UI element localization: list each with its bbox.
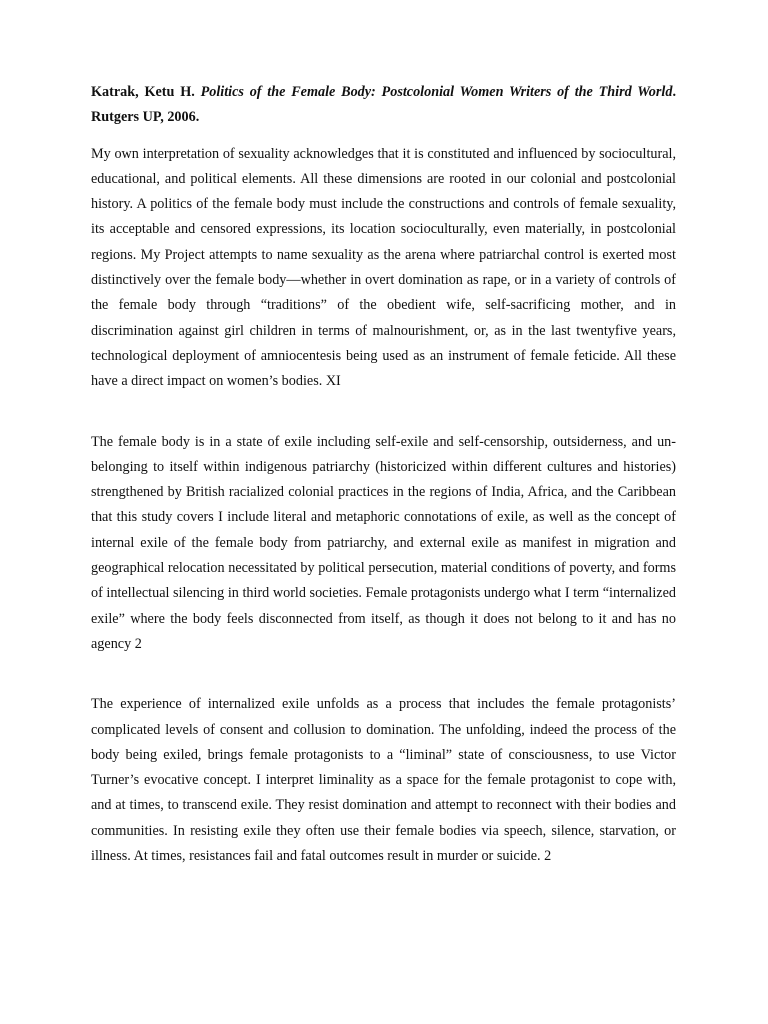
paragraph-exile: The female body is in a state of exile including self-exile and self-censorship, outsiderness, and un-belonging to itself within indigenous patriarchy (historicized within different cultures and histories) strengthened by British racialized colonial practices in the regions of India, Africa, and the Caribbean that this study covers I include literal and metaphoric connotations of exile, as well as the concept of internal exile of the female body from patriarchy, and external exile as manifest in migration and geographical relocation necessitated by political persecution, material conditions of poverty, and forms of intellectual silencing in third world societies. Female protagonists undergo what I term “internalized exile” where the body feels disconnected from itself, as though it does not belong to it and has no agency 2 — [91, 433, 676, 652]
citation — [91, 80, 676, 131]
citation-author: Katrak, Ketu H. — [91, 84, 201, 100]
document-body — [91, 80, 676, 869]
citation-book-title: Politics of the Female Body: Postcolonial Women Writers of the Third World — [200, 84, 673, 100]
paragraph-sexuality: My own interpretation of sexuality acknowledges that it is constituted and influenced by sociocultural, educational, and political elements. All these dimensions are rooted in our colonial and postcolonial history. A politics of the female body must include the constructions and controls of female sexuality, its acceptable and censored expressions, its location socioculturally, even materially, in postcolonial regions. My Project attempts to name sexuality as the arena where patriarchal control is exerted most distinctively over the female body—whether in overt domination as rape, or in a variety of controls of the female body through “traditions” of the obedient wife, self-sacrificing mother, and in discrimination against girl children in terms of malnourishment, or, as in the last twentyfive years, technological deployment of amniocentesis being used as an instrument of female feticide. All these have a direct impact on women’s bodies. XI — [91, 145, 676, 390]
paragraph-internalized-exile: The experience of internalized exile unfolds as a process that includes the female protagonists’ complicated levels of consent and collusion to domination. The unfolding, indeed the process of the body being exiled, brings female protagonists to a “liminal” state of consciousness, to use Victor Turner’s evocative concept. I interpret liminality as a space for the female protagonist to cope with, and at times, to transcend exile. They resist domination and attempt to reconnect with their bodies and communities. In resisting exile they often use their female bodies via speech, silence, starvation, or illness. At times, resistances fail and fatal outcomes result in murder or suicide. 2 — [91, 696, 676, 865]
citation-publisher: . Rutgers UP, 2006. — [91, 84, 676, 126]
